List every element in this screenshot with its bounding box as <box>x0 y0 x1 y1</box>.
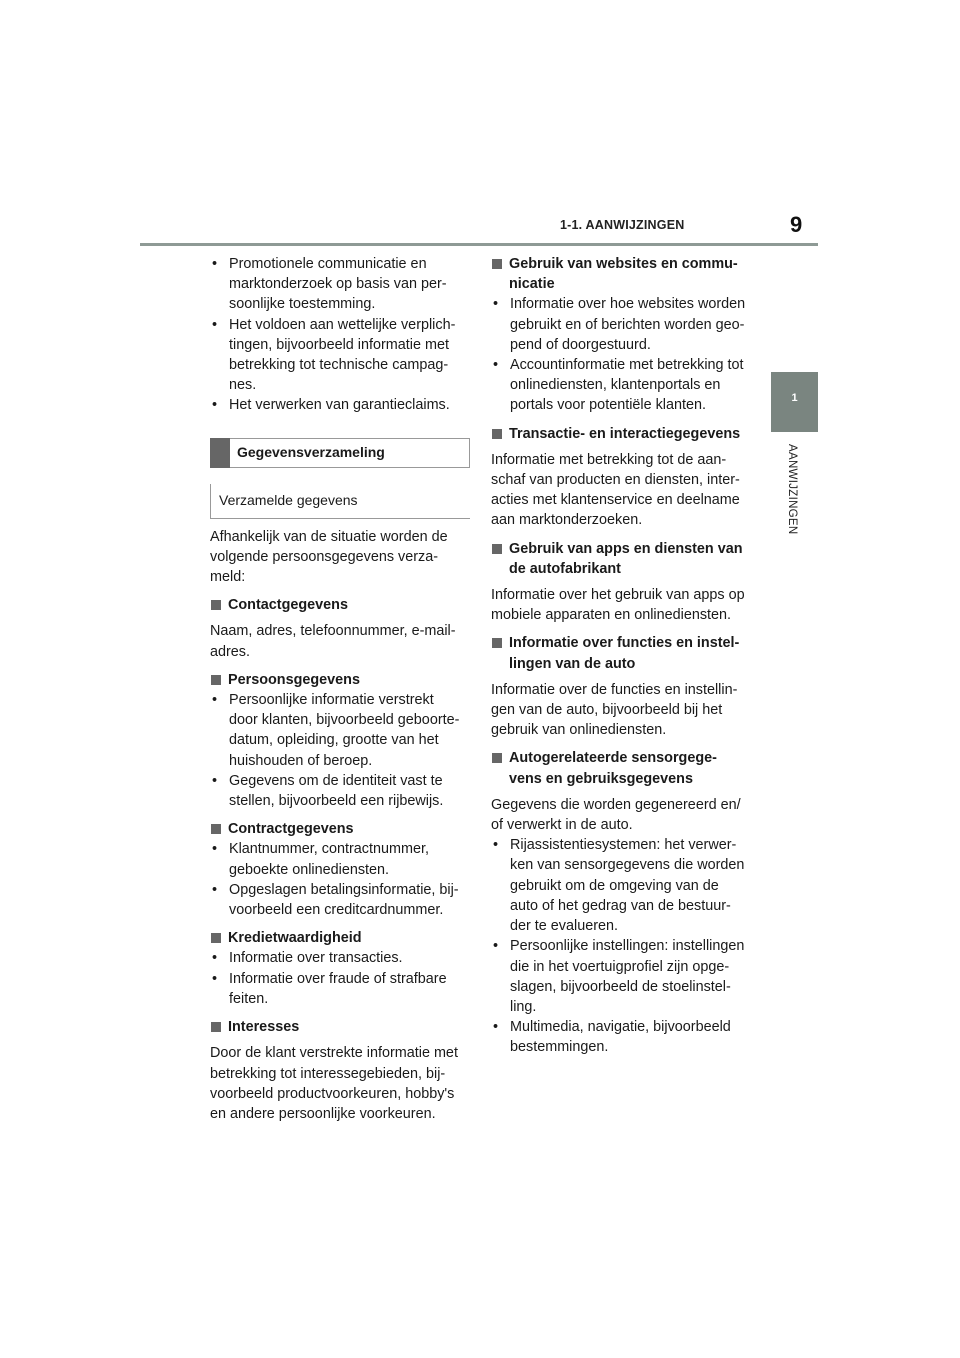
text-line: Het verwerken van garantieclaims. <box>229 397 450 414</box>
text-line: volgende persoonsgegevens verza- <box>210 548 439 565</box>
sensor-paragraph <box>491 795 753 835</box>
chapter-number: 1 <box>791 392 798 404</box>
heading-line: de autofabrikant <box>509 560 621 577</box>
text-line: Persoonlijke instellingen: instellingen <box>510 938 745 955</box>
heading-line: Gebruik van apps en diensten van <box>509 540 743 557</box>
text-line: portals voor potentiële klanten. <box>510 397 706 414</box>
text-line: bestemmingen. <box>510 1039 609 1056</box>
list-item <box>491 1017 753 1057</box>
contact-heading <box>210 595 470 615</box>
contact-heading-text: Contactgegevens <box>228 597 348 614</box>
list-item <box>491 835 753 936</box>
text-line: Informatie met betrekking tot de aan- <box>491 451 727 468</box>
text-line: auto of het gedrag van de bestuur- <box>510 897 731 914</box>
interests-heading-text: Interesses <box>228 1019 300 1036</box>
text-line: Accountinformatie met betrekking tot <box>510 357 744 374</box>
text-line: Informatie over hoe websites worden <box>510 296 746 313</box>
text-line: gebruikt om de omgeving van de <box>510 877 719 894</box>
contract-heading-text: Contractgegevens <box>228 821 354 838</box>
bullet-dot-icon: • <box>212 316 218 333</box>
sensor-heading <box>491 748 753 788</box>
contract-bullets <box>210 839 470 920</box>
subheading <box>491 633 753 673</box>
apps-heading <box>491 539 753 579</box>
text-line: feiten. <box>229 990 269 1007</box>
section-subtitle-box <box>210 484 470 519</box>
text-line: meld: <box>210 569 246 586</box>
square-bullet-icon <box>211 1022 221 1032</box>
heading-line: nicatie <box>509 276 555 293</box>
web-bullets <box>491 294 753 415</box>
text-line: voorbeeld productvoorkeuren, hobby's <box>210 1085 455 1102</box>
text-line: pend of doorgestuurd. <box>510 336 651 353</box>
text-line: gen van de auto, bijvoorbeeld bij het <box>491 702 723 719</box>
bullet-dot-icon: • <box>493 357 499 374</box>
square-bullet-icon <box>211 675 221 685</box>
text-line: datum, opleiding, grootte van het <box>229 732 439 749</box>
right-column <box>491 254 753 1058</box>
text-line: of verwerkt in de auto. <box>491 817 633 834</box>
bullet-dot-icon: • <box>212 881 218 898</box>
subheading <box>491 748 753 788</box>
left-column <box>210 254 470 1124</box>
text-line: Door de klant verstrekte informatie met <box>210 1045 458 1062</box>
text-line: Promotionele communicatie en <box>229 256 427 272</box>
credit-heading-text: Kredietwaardigheid <box>228 930 362 947</box>
bullet-dot-icon: • <box>212 692 218 709</box>
text-line: ken van sensorgegevens die worden <box>510 857 745 874</box>
apps-paragraph <box>491 585 753 625</box>
heading-line: Gebruik van websites en commu- <box>509 256 738 272</box>
square-bullet-icon <box>492 753 502 763</box>
bullet-dot-icon: • <box>493 938 499 955</box>
text-line: Informatie over transacties. <box>229 950 403 967</box>
credit-bullets <box>210 948 470 1009</box>
list-item <box>210 771 470 811</box>
text-line: tingen, bijvoorbeeld informatie met <box>229 336 449 353</box>
bullet-dot-icon: • <box>493 1019 499 1036</box>
subheading <box>491 424 753 444</box>
contact-paragraph <box>210 621 470 661</box>
list-item <box>210 969 470 1009</box>
text-line: Het voldoen aan wettelijke verplich- <box>229 316 456 333</box>
list-item <box>491 294 753 355</box>
list-item <box>210 254 470 315</box>
bullet-dot-icon: • <box>493 837 499 854</box>
functions-heading <box>491 633 753 673</box>
chapter-tab <box>771 372 818 432</box>
personal-heading-text: Persoonsgegevens <box>228 671 360 688</box>
text-line: en andere persoonlijke voorkeuren. <box>210 1105 436 1122</box>
credit-heading <box>210 928 470 948</box>
section-title: 1-1. AANWIJZINGEN <box>560 218 685 232</box>
text-line: Klantnummer, contractnummer, <box>229 841 429 858</box>
text-line: soonlijke toestemming. <box>229 296 376 313</box>
section-subtitle-text: Verzamelde gegevens <box>219 491 358 508</box>
text-line: voorbeeld een creditcardnummer. <box>229 902 444 919</box>
text-line: Gegevens om de identiteit vast te <box>229 772 443 789</box>
transaction-heading <box>491 424 753 444</box>
bullet-dot-icon: • <box>212 256 218 272</box>
bullet-dot-icon: • <box>212 950 218 967</box>
heading-line: Transactie- en interactiegegevens <box>509 425 741 442</box>
text-line: betrekking tot technische campag- <box>229 357 449 374</box>
subheading <box>491 539 753 579</box>
list-item <box>210 880 470 920</box>
contract-heading <box>210 819 470 839</box>
heading-line: lingen van de auto <box>509 655 636 672</box>
chapter-label: AANWIJZINGEN <box>786 444 798 535</box>
text-line: aan marktonderzoeken. <box>491 512 643 529</box>
text-line: Rijassistentiesystemen: het verwer- <box>510 837 737 854</box>
text-line: ling. <box>510 998 537 1015</box>
bullet-dot-icon: • <box>493 296 499 313</box>
list-item <box>210 315 470 396</box>
text-line: acties met klantenservice en deelname <box>491 492 740 509</box>
list-item <box>491 355 753 416</box>
list-item <box>210 948 470 968</box>
functions-paragraph <box>491 680 753 741</box>
bullet-dot-icon: • <box>212 970 218 987</box>
bullet-dot-icon: • <box>212 772 218 789</box>
bullets-top <box>210 254 470 416</box>
text-line: door klanten, bijvoorbeeld geboorte- <box>229 712 460 729</box>
list-item <box>491 936 753 1017</box>
sensor-bullets <box>491 835 753 1057</box>
text-line: gebruikt en of berichten worden geo- <box>510 316 745 333</box>
intro-paragraph <box>210 527 470 588</box>
text-line: geboekte onlinediensten. <box>229 861 390 878</box>
header-divider <box>140 243 818 246</box>
bullet-dot-icon: • <box>212 841 218 858</box>
text-line: die in het voertuigprofiel zijn opge- <box>510 958 730 975</box>
text-line: Informatie over fraude of strafbare <box>229 970 447 987</box>
text-line: Opgeslagen betalingsinformatie, bij- <box>229 881 459 898</box>
text-line: mobiele apparaten en onlinediensten. <box>491 607 732 624</box>
text-line: nes. <box>229 377 257 394</box>
text-line: onlinediensten, klantenportals en <box>510 377 721 394</box>
web-heading <box>491 254 753 294</box>
transaction-paragraph <box>491 450 753 531</box>
square-bullet-icon <box>492 544 502 554</box>
text-line: Multimedia, navigatie, bijvoorbeeld <box>510 1019 731 1036</box>
text-line: Gegevens die worden gegenereerd en/ <box>491 796 741 813</box>
text-line: slagen, bijvoorbeeld de stoelinstel- <box>510 978 731 995</box>
interests-paragraph <box>210 1043 470 1124</box>
page-number: 9 <box>790 212 803 237</box>
square-bullet-icon <box>492 259 502 269</box>
subheading <box>491 254 753 294</box>
square-bullet-icon <box>492 638 502 648</box>
text-line: der te evalueren. <box>510 918 619 935</box>
personal-heading <box>210 670 470 690</box>
text-line: schaf van producten en diensten, inter- <box>491 472 740 489</box>
list-item <box>210 839 470 879</box>
square-bullet-icon <box>211 600 221 610</box>
list-item <box>210 395 470 415</box>
square-bullet-icon <box>211 933 221 943</box>
text-line: gebruik van onlinediensten. <box>491 722 667 739</box>
heading-line: vens en gebruiksgegevens <box>509 770 693 787</box>
section-box-marker <box>210 438 230 468</box>
text-line: Afhankelijk van de situatie worden de <box>210 528 448 545</box>
text-line: stellen, bijvoorbeeld een rijbewijs. <box>229 793 444 810</box>
heading-line: Informatie over functies en instel- <box>509 635 740 652</box>
text-line: Persoonlijke informatie verstrekt <box>229 692 434 709</box>
interests-heading <box>210 1017 470 1037</box>
section-box-title <box>210 438 470 468</box>
text-line: betrekking tot interessegebieden, bij- <box>210 1065 446 1082</box>
heading-line: Autogerelateerde sensorgege- <box>509 750 717 767</box>
section-box-title-text: Gegevensverzameling <box>237 443 385 460</box>
square-bullet-icon <box>492 429 502 439</box>
list-item <box>210 690 470 771</box>
personal-bullets <box>210 690 470 811</box>
bullet-dot-icon: • <box>212 397 218 414</box>
square-bullet-icon <box>211 824 221 834</box>
text-line: adres. <box>210 643 250 660</box>
text-line: Informatie over het gebruik van apps op <box>491 587 745 604</box>
text-line: marktonderzoek op basis van per- <box>229 276 447 293</box>
text-line: Informatie over de functies en instellin- <box>491 681 738 698</box>
text-line: huishouden of beroep. <box>229 752 373 769</box>
text-line: Naam, adres, telefoonnummer, e-mail- <box>210 623 456 640</box>
